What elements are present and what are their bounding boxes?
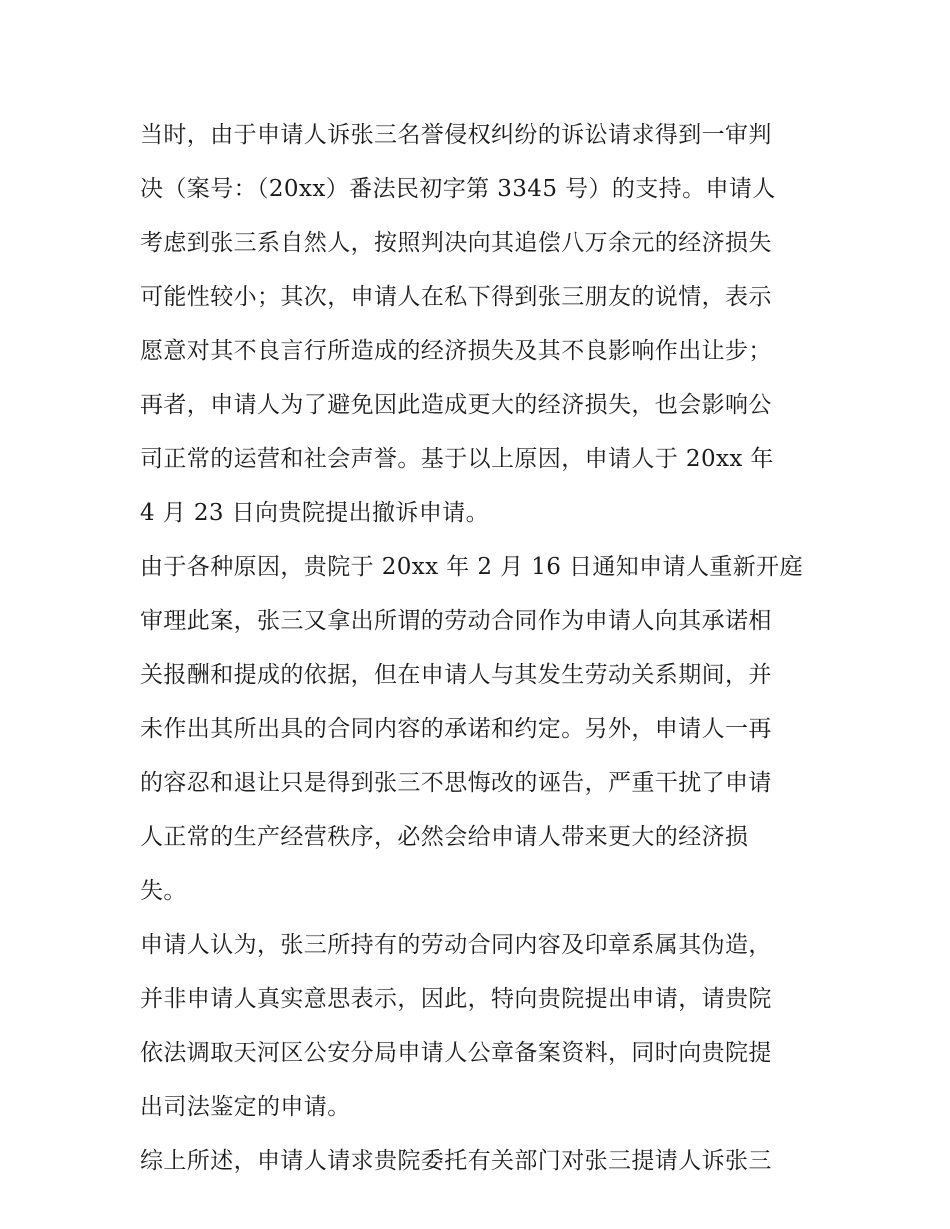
text-line: 可能性较小；其次，申请人在私下得到张三朋友的说情，表示: [140, 284, 772, 310]
text-line: 由于各种原因，贵院于 20xx 年 2 月 16 日通知申请人重新开庭: [140, 554, 803, 580]
text-line: 司正常的运营和社会声誉。基于以上原因，申请人于 20xx 年: [140, 446, 774, 472]
text-line: 4 月 23 日向贵院提出撤诉申请。: [140, 500, 490, 526]
text-line: 失。: [140, 878, 187, 904]
paragraph-4: [140, 1134, 820, 1188]
text-line: 再者，申请人为了避免因此造成更大的经济损失，也会影响公: [140, 392, 772, 418]
text-line: 愿意对其不良言行所造成的经济损失及其不良影响作出让步；: [140, 338, 772, 364]
paragraph-3: [140, 918, 820, 1134]
text-line: 申请人认为，张三所持有的劳动合同内容及印章系属其伪造，: [140, 932, 772, 958]
paragraph-1: [140, 108, 820, 540]
text-line: 当时，由于申请人诉张三名誉侵权纠纷的诉讼请求得到一审判: [140, 122, 772, 148]
text-line: 决（案号：（20xx）番法民初字第 3345 号）的支持。申请人: [140, 176, 776, 202]
text-line: 出司法鉴定的申请。: [140, 1094, 351, 1120]
text-line: 综上所述，申请人请求贵院委托有关部门对张三提请人诉张三: [140, 1148, 772, 1174]
text-line: 依法调取天河区公安分局申请人公章备案资料，同时向贵院提: [140, 1040, 772, 1066]
text-line: 人正常的生产经营秩序，必然会给申请人带来更大的经济损: [140, 824, 749, 850]
text-line: 审理此案，张三又拿出所谓的劳动合同作为申请人向其承诺相: [140, 608, 772, 634]
text-line: 并非申请人真实意思表示，因此，特向贵院提出申请，请贵院: [140, 986, 772, 1012]
text-line: 关报酬和提成的依据，但在申请人与其发生劳动关系期间，并: [140, 662, 772, 688]
paragraph-2: [140, 540, 820, 918]
text-line: 考虑到张三系自然人，按照判决向其追偿八万余元的经济损失: [140, 230, 772, 256]
text-line: 未作出其所出具的合同内容的承诺和约定。另外，申请人一再: [140, 716, 772, 742]
text-line: 的容忍和退让只是得到张三不思悔改的诬告，严重干扰了申请: [140, 770, 772, 796]
document-body: [140, 108, 820, 1188]
